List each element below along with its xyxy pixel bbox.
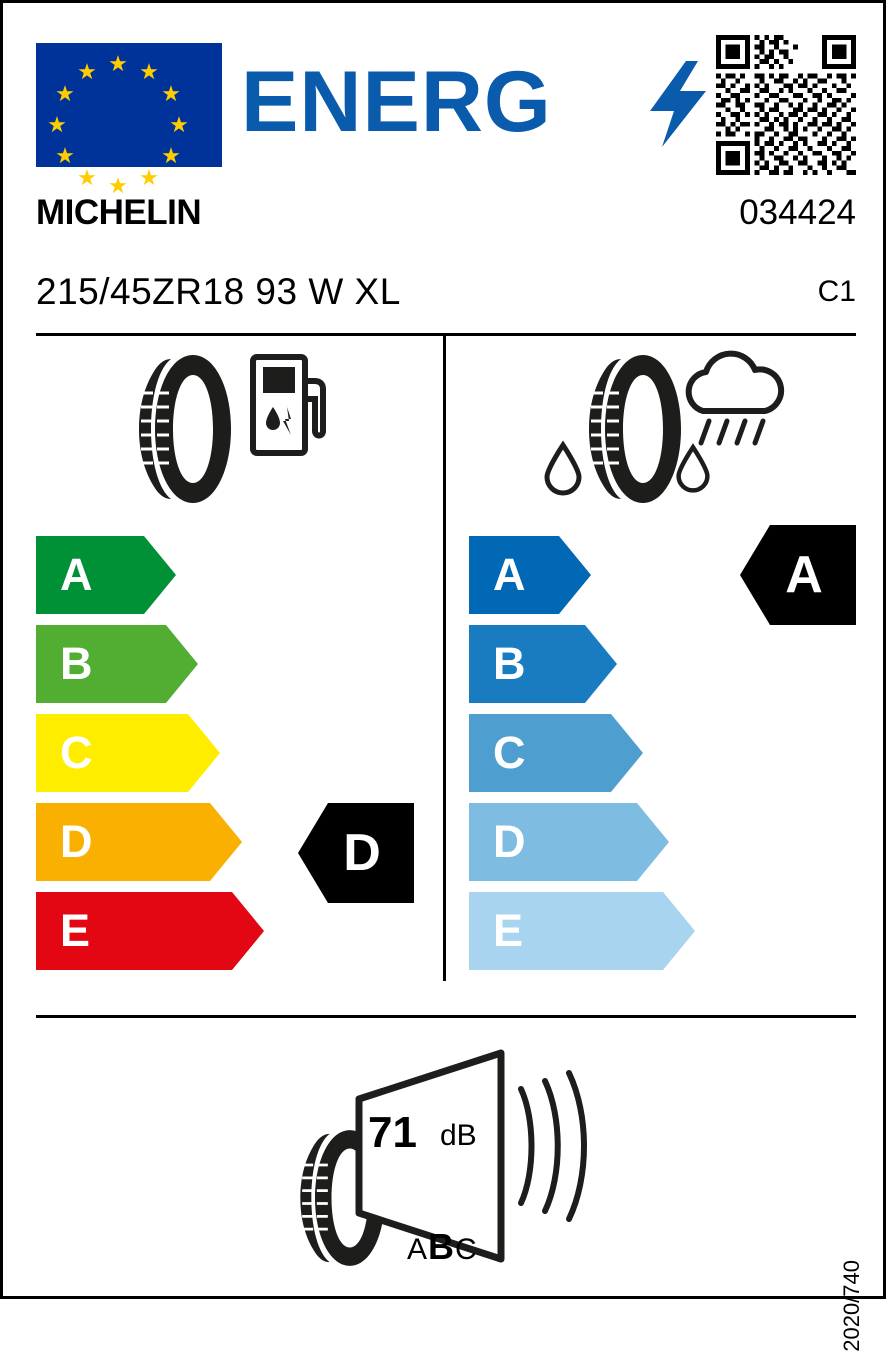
eu-flag-icon: ★ ★ ★ ★ ★ ★ ★ ★ ★ ★ ★ ★ (36, 43, 222, 167)
wet-grade-letter-e: E (493, 905, 524, 956)
fuel-grade-row-e (36, 892, 416, 970)
fuel-efficiency-scale (36, 536, 416, 981)
fuel-grade-letter-c: C (60, 727, 93, 778)
fuel-grade-row-b (36, 625, 416, 703)
wet-grade-row-d (469, 803, 849, 881)
wet-grade-row-b (469, 625, 849, 703)
tyre-size: 215/45ZR18 93 W XL (36, 271, 401, 312)
fuel-selected-grade: D (343, 824, 381, 882)
noise-unit: dB (440, 1119, 477, 1152)
product-code: 034424 (739, 193, 856, 232)
fuel-pump-icon (251, 355, 329, 455)
fuel-arrow-a (36, 536, 176, 614)
fuel-grade-row-a (36, 536, 416, 614)
wet-grade-letter-c: C (493, 727, 526, 778)
label-header (36, 31, 856, 198)
noise-class-c: C (455, 1233, 478, 1266)
fuel-grade-letter-e: E (60, 905, 91, 956)
wet-grade-row-c (469, 714, 849, 792)
energy-wordmark: ENERG (241, 54, 552, 150)
regulation-reference: 2020/740 (839, 1260, 864, 1352)
pictogram-row (3, 333, 889, 528)
fuel-grade-letter-b: B (60, 638, 93, 689)
wet-arrow-b (469, 625, 617, 703)
tyre-class: C1 (817, 275, 856, 308)
lightning-bolt-icon (648, 61, 708, 147)
tyre-size-row (36, 271, 856, 323)
fuel-grade-row-c (36, 714, 416, 792)
wet-arrow-a (469, 536, 591, 614)
noise-class-row (407, 1226, 478, 1268)
water-splash-left-icon (543, 443, 583, 491)
rain-cloud-icon (679, 351, 789, 463)
tyre-icon-fuel (131, 355, 251, 503)
divider-bottom (36, 1015, 856, 1018)
wet-grade-letter-d: D (493, 816, 526, 867)
brand-name: MICHELIN (36, 193, 202, 232)
wet-selected-marker (740, 525, 856, 625)
fuel-grade-letter-a: A (60, 549, 93, 600)
fuel-selected-marker (298, 803, 414, 903)
brand-row (36, 193, 856, 249)
sound-waves-icon (511, 1071, 591, 1221)
noise-class-b: B (428, 1226, 456, 1267)
fuel-grade-letter-d: D (60, 816, 93, 867)
wet-grade-row-e (469, 892, 849, 970)
wet-grade-letter-a: A (493, 549, 526, 600)
qr-code-icon (716, 35, 856, 175)
wet-selected-grade: A (785, 546, 823, 604)
noise-class-a: A (407, 1233, 429, 1266)
noise-value: 71 (368, 1108, 417, 1157)
wet-grade-letter-b: B (493, 638, 526, 689)
